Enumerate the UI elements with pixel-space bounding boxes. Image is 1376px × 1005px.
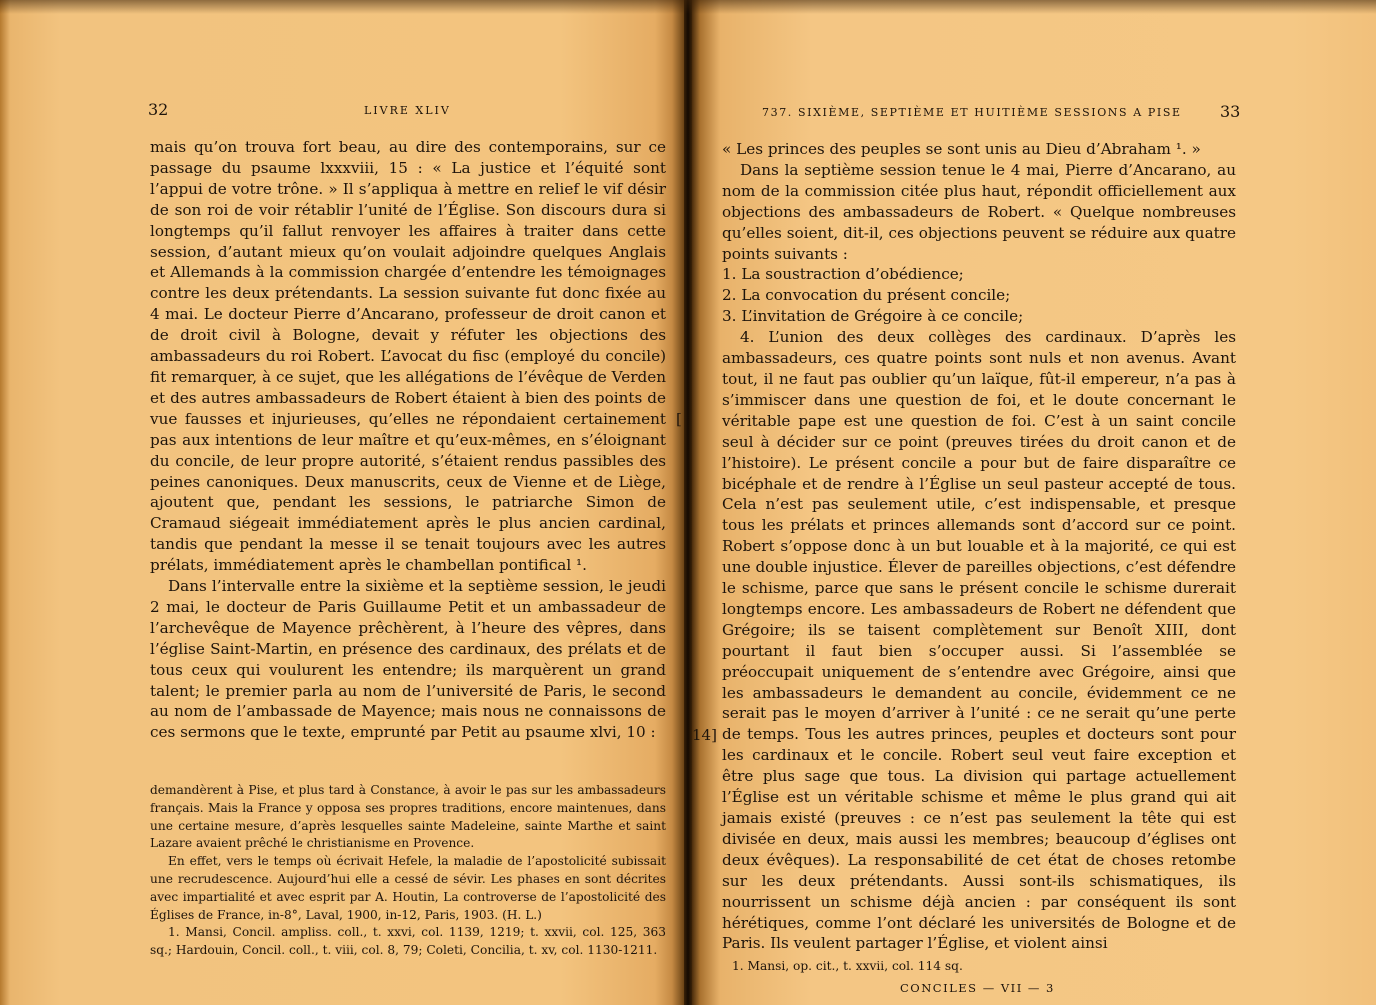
left-footnote-continuation: demandèrent à Pise, et plus tard à Constance, à avoir le pas sur les ambassadeurs français. Mais la France y opposa ses propres traditions, encore maintenues, dans une certaine mesure, d’après lesquelles sainte Madeleine, sainte Marthe et saint Lazare avaient prêché le christianisme en Provence. [150, 783, 666, 851]
right-paragraph-1: Dans la septième session tenue le 4 mai, Pierre d’Ancarano, au nom de la commission citée plus haut, répondit officiellement aux objections des ambassadeurs de Robert. « Quelque nombreuses qu’elles soient, dit-il, ces objections peuvent se réduire aux quatre points suivants : [722, 160, 1236, 263]
left-page-number: 32 [148, 100, 169, 119]
right-footnotes [732, 958, 1232, 976]
left-running-head: LIVRE XLIV [364, 104, 451, 117]
right-opening-quote: « Les princes des peuples se sont unis au Dieu d’Abraham ¹. » [722, 140, 1201, 158]
right-page-number: 33 [1220, 102, 1241, 121]
right-running-head: 737. SIXIÈME, SEPTIÈME ET HUITIÈME SESSIONS A PISE [762, 106, 1182, 119]
right-footnote-1: 1. Mansi, op. cit., t. xxvii, col. 114 sq. [732, 959, 963, 973]
right-point-2: 2. La convocation du présent concile; [722, 286, 1011, 305]
right-page [692, 0, 1376, 1005]
left-footnotes [150, 782, 666, 960]
left-body-text [150, 137, 666, 743]
left-page [0, 0, 684, 1005]
left-footnote-1: 1. Mansi, Concil. ampliss. coll., t. xxvi, col. 1139, 1219; t. xxvii, col. 125, 363 sq.; Hardouin, Concil. coll., t. viii, col. 8, 79; Coleti, Concilia, t. xv, col. 1130-1211. [150, 925, 666, 958]
printer-signature: CONCILES — VII — 3 [900, 981, 1055, 995]
left-footnote-editor-note: En effet, vers le temps où écrivait Hefele, la maladie de l’apostolicité subissait une recrudescence. Aujourd’hui elle a cessé de sévir. Les phases en sont décrites avec impartialité et avec esprit par A. Houtin, La controverse de l’apostolicité des Églises de France, in-8°, Laval, 1900, in-12, Paris, 1903. (H. L.) [150, 854, 666, 922]
left-paragraph-2: Dans l’intervalle entre la sixième et la septième session, le jeudi 2 mai, le docteur de Paris Guillaume Petit et un ambassadeur de l’archevêque de Mayence prêchèrent, à l’heure des vêpres, dans l’église Saint-Martin, en présence des cardinaux, des prélats et de tous ceux qui voulurent les entendre; ils marquèrent un grand talent; le premier parla au nom de l’université de Paris, le second au nom de l’ambassade de Mayence; mais nous ne connaissons de ces sermons que le texte, emprunté par Petit au psaume xlvi, 10 : [150, 577, 666, 742]
right-paragraph-2: 4. L’union des deux collèges des cardinaux. D’après les ambassadeurs, ces quatre points sont nuls et non avenus. Avant tout, il ne faut pas oublier qu’un laïque, fût-il empereur, n’a pas à s’immiscer dans une question de foi, et le doute concernant le véritable pape est une question de foi. C’est à un saint concile seul à décider sur ce point (preuves tirées du droit canon et de l’histoire). Le présent concile a pour but de faire disparaître ce bicéphale et de rendre à l’Église un seul pasteur accepté de tous. Cela n’est pas seulement utile, c’est indispensable, et presque tous les prélats et princes allemands sont d’accord sur ce point. Robert s’oppose donc à un but louable et à la majorité, ce qui est une double injustice. Élever de pareilles objections, c’est défendre le schisme, parce que sans le présent concile le schisme durerait longtemps encore. Les ambassadeurs de Robert ne défendent que Grégoire; ils se taisent complètement sur Benoît XIII, dont pourtant il faut bien s’occuper aussi. Si l’assemblée se préoccupait uniquement de s’entendre avec Grégoire, ainsi que les ambassadeurs le demandent au concile, évidemment ce ne serait pas le moyen d’arriver à l’unité : ce ne serait qu’une perte de temps. Tous les autres princes, peuples et docteurs sont pour les cardinaux et le concile. Robert seul veut faire exception et être plus sage que tous. La division qui partage actuellement l’Église est un véritable schisme et même le plus grand qui ait jamais existé (preuves : ce n’est pas seulement la tête qui est divisée en deux, mais aussi les membres; beaucoup d’églises ont deux évêques). La responsabilité de cet état de choses retombe sur les deux prétendants. Aussi sont-ils schismatiques, ils nourrissent un schisme déjà ancien : par conséquent ils sont hérétiques, comme l’ont déclaré les universités de Bologne et de Paris. Ils veulent partager l’Église, et violent ainsi [722, 328, 1236, 953]
top-edge-shadow [0, 0, 1376, 14]
book-gutter [684, 0, 692, 1005]
right-point-3: 3. L’invitation de Grégoire à ce concile; [722, 307, 1024, 326]
right-margin-mark: 14] [692, 726, 717, 744]
right-body-text [722, 139, 1236, 954]
right-point-1: 1. La soustraction d’obédience; [722, 265, 964, 284]
left-paragraph-1: mais qu’on trouva fort beau, au dire des contemporains, sur ce passage du psaume lxxxviii, 15 : « La justice et l’équité sont l’appui de votre trône. » Il s’appliqua à mettre en relief le vif désir de son roi de voir rétablir l’unité de l’Église. Son discours dura si longtemps qu’il fallut renvoyer les affaires à traiter dans cette session, d’autant mieux qu’on voulait adjoindre quelques Anglais et Allemands à la commission chargée d’entendre les témoignages contre les deux prétendants. La session suivante fut donc fixée au 4 mai. Le docteur Pierre d’Ancarano, professeur de droit canon et de droit civil à Bologne, devait y réfuter les objections des ambassadeurs du roi Robert. L’avocat du fisc (employé du concile) fit remarquer, à ce sujet, que les allégations de l’évêque de Verden et des autres ambassadeurs de Robert étaient à bien des points de vue fausses et injurieuses, qu’elles ne répondaient certainement pas aux intentions de leur maître et qu’eux-mêmes, en s’éloignant du concile, de leur propre autorité, s’étaient rendus passibles des peines canoniques. Deux manuscrits, ceux de Vienne et de Liège, ajoutent que, pendant les sessions, le patriarche Simon de Cramaud siégeait immédiatement après le plus ancien cardinal, tandis que pendant la messe il se tenait toujours avec les autres prélats, immédiatement après le chambellan pontifical ¹. [150, 138, 666, 575]
left-margin-mark: [ [676, 410, 682, 428]
